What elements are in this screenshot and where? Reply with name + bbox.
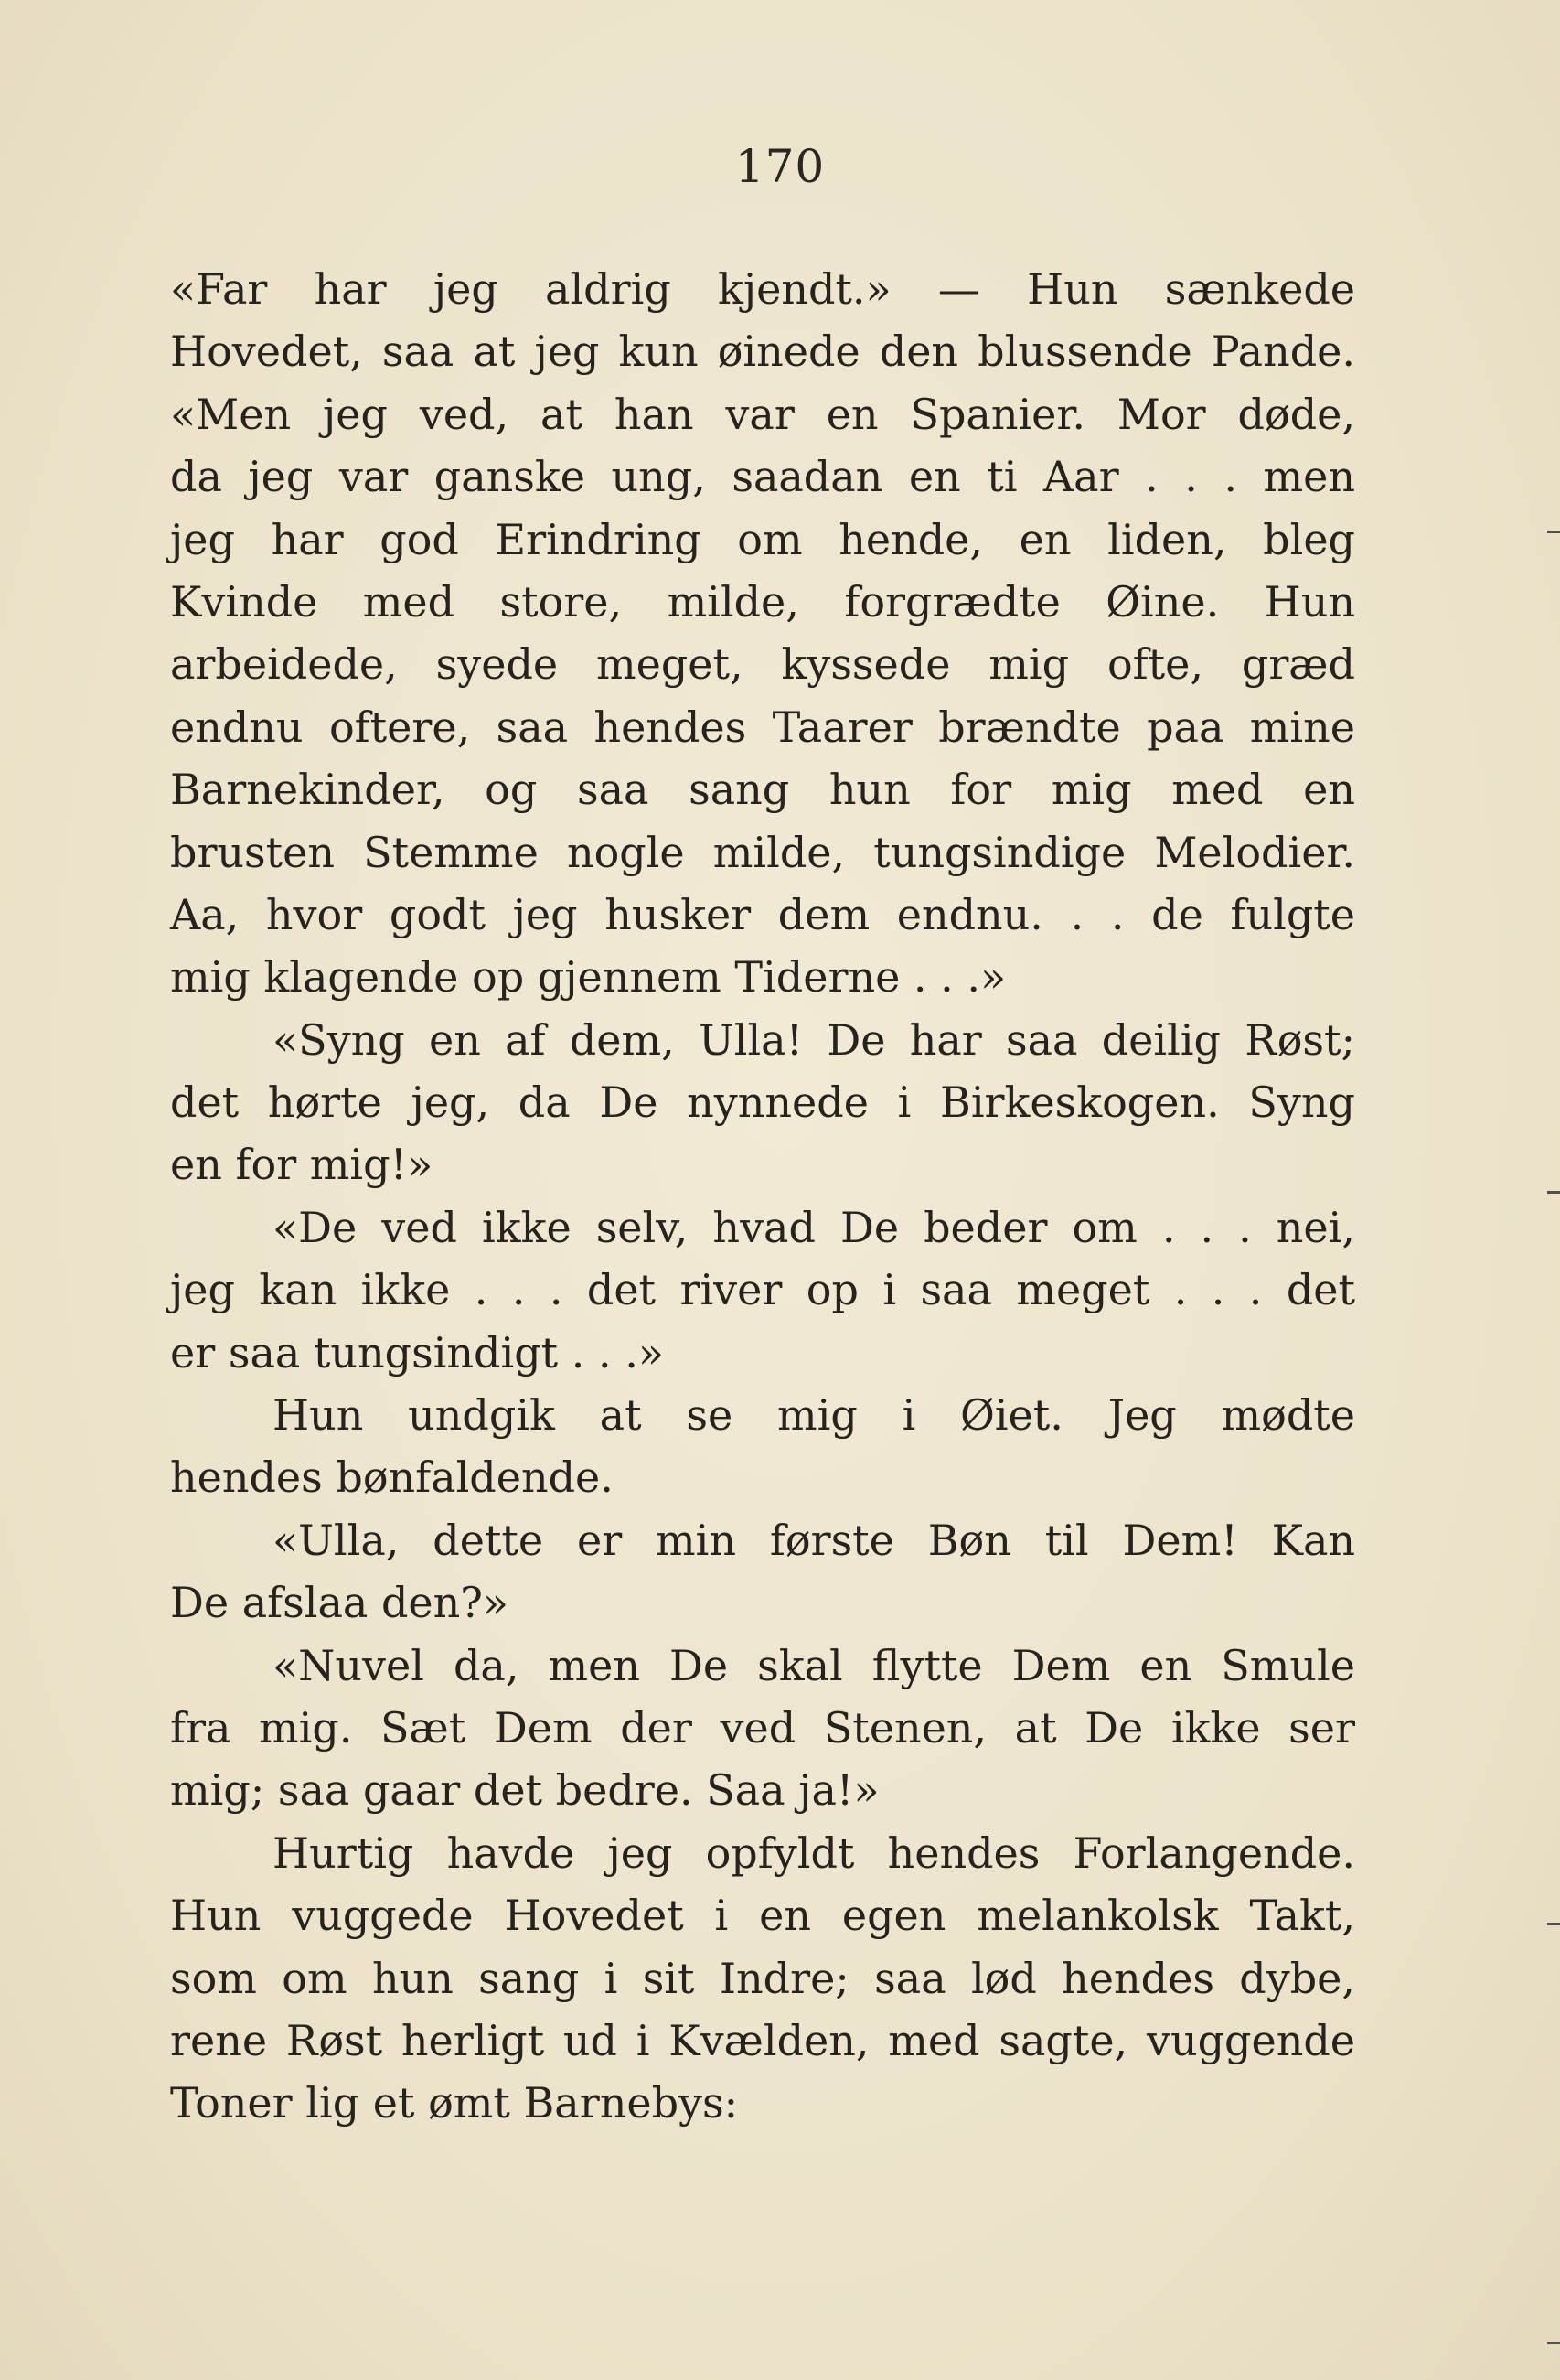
text-line: fra mig. Sæt Dem der ved Stenen, at De ikke ser	[170, 1702, 1355, 1753]
text-line: Kvinde med store, milde, forgrædte Øine. Hun	[170, 576, 1355, 627]
text-line: mig; saa gaar det bedre. Saa ja!»	[170, 1765, 880, 1816]
text-line: som om hun sang i sit Indre; saa lød hendes dybe,	[170, 1953, 1355, 2003]
text-line: Hovedet, saa at jeg kun øinede den blussende Pande.	[170, 327, 1355, 377]
page-number: 170	[734, 140, 826, 193]
text-line: en for mig!»	[170, 1140, 433, 1190]
text-line: det hørte jeg, da De nynnede i Birkeskogen. Syng	[170, 1077, 1355, 1128]
text-line: jeg har god Erindring om hende, en liden, bleg	[170, 514, 1355, 564]
text-line: endnu oftere, saa hendes Taarer brændte paa mine	[170, 702, 1355, 752]
margin-tick-mark	[1547, 531, 1560, 533]
text-line: «Nuvel da, men De skal flytte Dem en Smule	[272, 1640, 1355, 1690]
text-line: «Men jeg ved, at han var en Spanier. Mor døde,	[170, 389, 1355, 439]
text-line: Hurtig havde jeg opfyldt hendes Forlangende.	[272, 1828, 1355, 1878]
margin-tick-mark	[1547, 2342, 1560, 2344]
text-line: Aa, hvor godt jeg husker dem endnu. . . de fulgte	[170, 889, 1355, 939]
text-line: arbeidede, syede meget, kyssede mig ofte, græd	[170, 639, 1355, 690]
text-line: Hun vuggede Hovedet i en egen melankolsk Takt,	[170, 1891, 1355, 1941]
text-line: Hun undgik at se mig i Øiet. Jeg mødte	[272, 1390, 1355, 1441]
margin-tick-mark	[1547, 1923, 1560, 1925]
text-line: «Far har jeg aldrig kjendt.» — Hun sænkede	[170, 264, 1355, 314]
text-line: Barnekinder, og saa sang hun for mig med en	[170, 765, 1355, 815]
text-line: «Ulla, dette er min første Bøn til Dem! Kan	[272, 1515, 1355, 1565]
body-text	[170, 258, 1355, 2135]
margin-tick-mark	[1547, 1191, 1560, 1194]
text-line: mig klagende op gjennem Tiderne . . .»	[170, 952, 1007, 1002]
text-line: De afslaa den?»	[170, 1578, 509, 1628]
text-line: Toner lig et ømt Barnebys:	[170, 2078, 739, 2128]
text-line: brusten Stemme nogle milde, tungsindige Melodier.	[170, 827, 1355, 877]
text-line: rene Røst herligt ud i Kvælden, med sagte, vuggende	[170, 2015, 1355, 2065]
text-line: er saa tungsindigt . . .»	[170, 1327, 665, 1378]
text-line: da jeg var ganske ung, saadan en ti Aar . . . men	[170, 452, 1355, 502]
text-line: hendes bønfaldende.	[170, 1453, 614, 1503]
text-line: «Syng en af dem, Ulla! De har saa deilig Røst;	[272, 1014, 1355, 1065]
text-line: «De ved ikke selv, hvad De beder om . . . nei,	[272, 1202, 1355, 1252]
text-line: jeg kan ikke . . . det river op i saa meget . . . det	[170, 1265, 1355, 1315]
